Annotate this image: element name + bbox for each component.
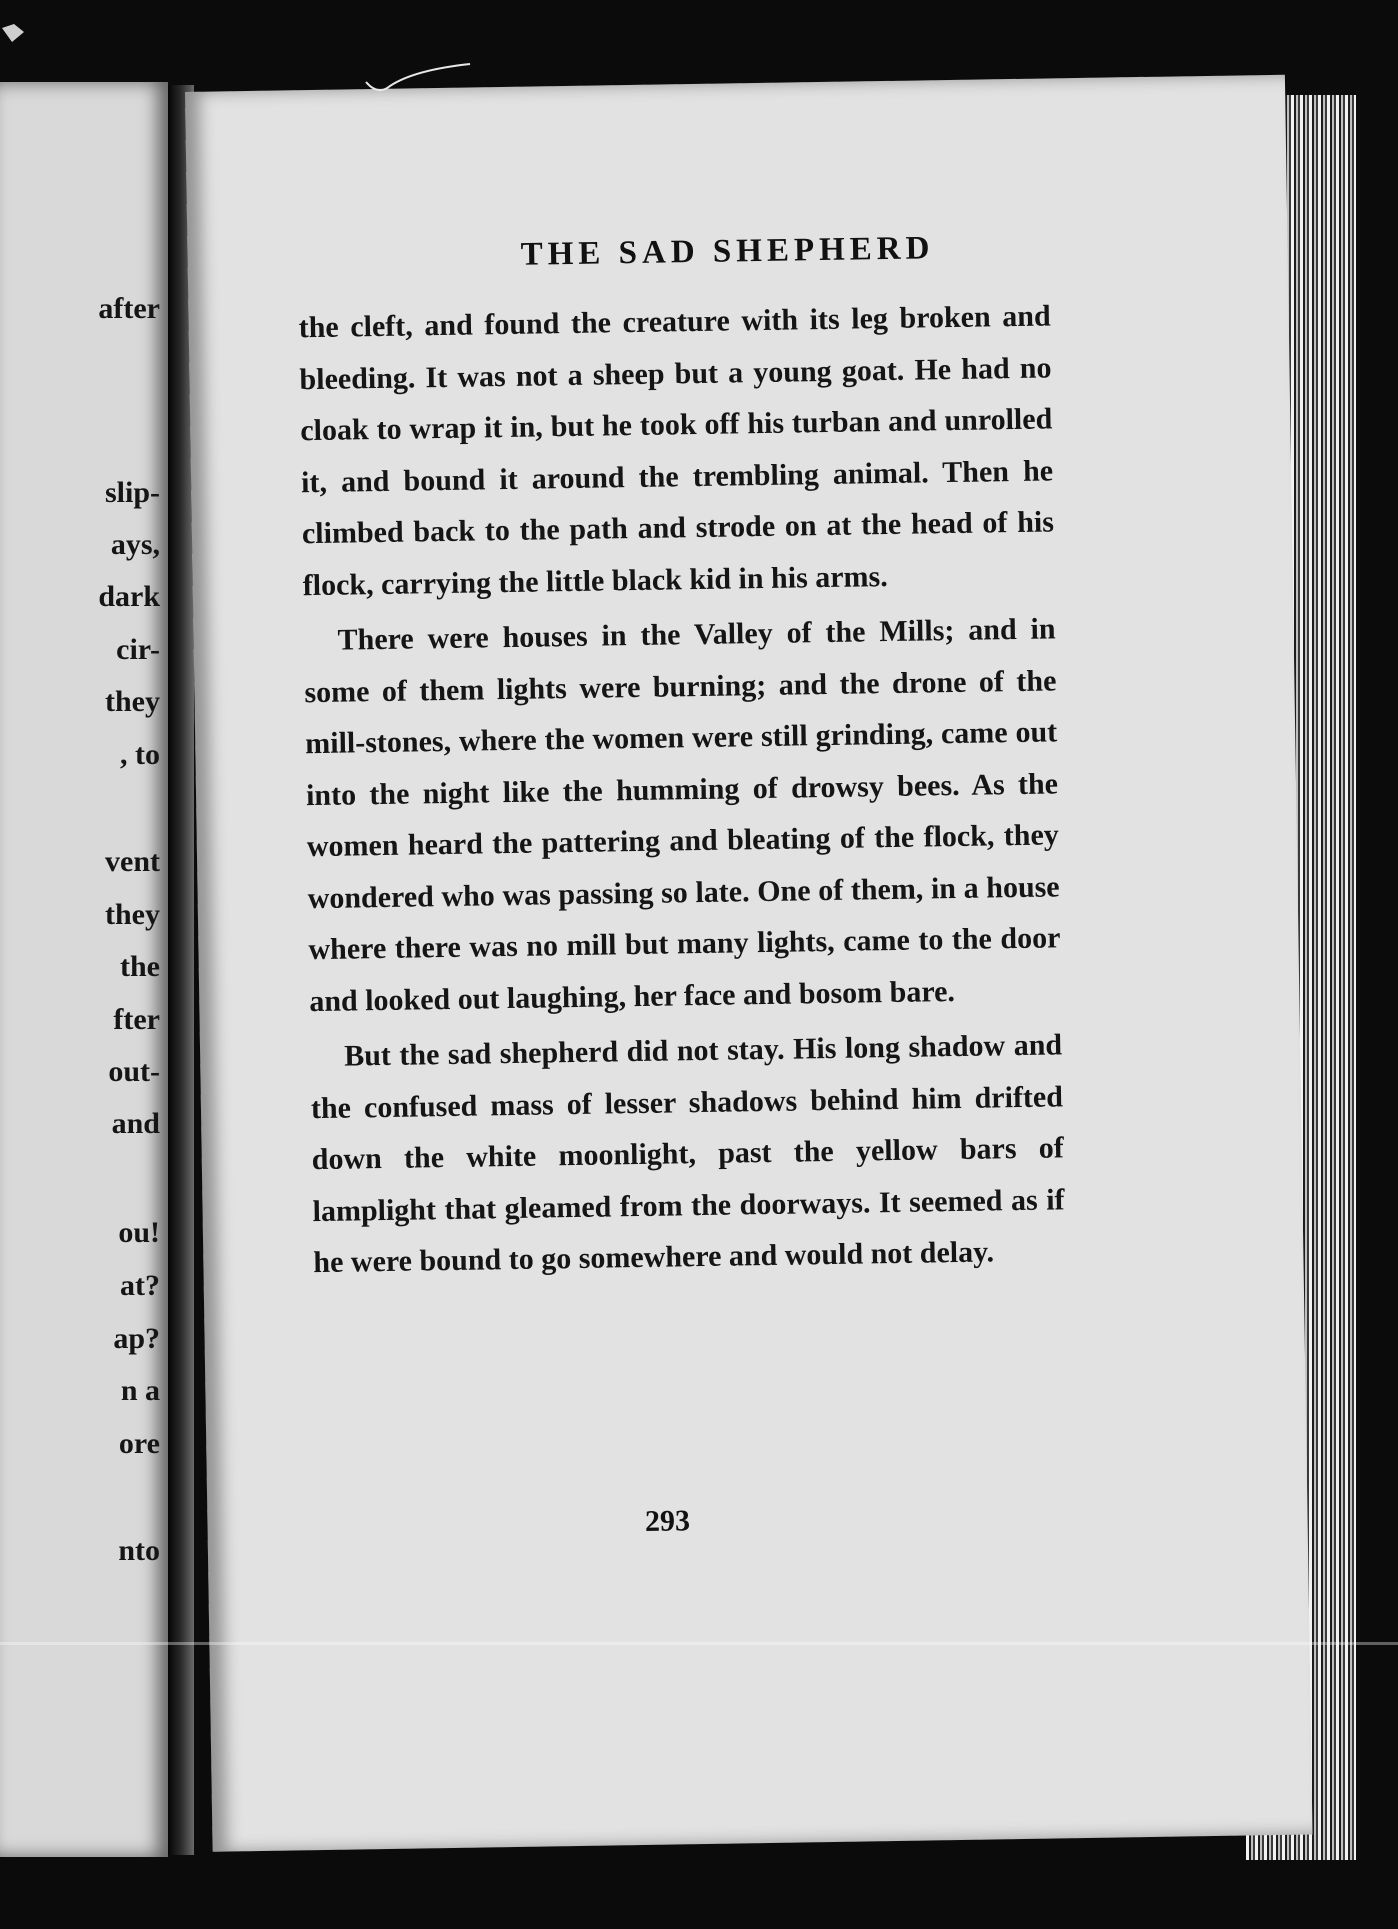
left-page-line: they: [105, 685, 160, 718]
left-page-line: dark: [98, 580, 160, 613]
body-text: [298, 290, 1065, 1288]
left-page-line: ays,: [110, 528, 160, 561]
left-page-line: out-: [108, 1055, 160, 1088]
left-page-line: and: [111, 1107, 160, 1140]
left-page-line: vent: [105, 845, 160, 878]
left-page-line: , to: [120, 738, 160, 771]
left-page-line: at?: [120, 1269, 160, 1302]
left-page-line: fter: [113, 1003, 160, 1036]
scan-artifact-mark: [0, 22, 26, 44]
left-page-line: n a: [120, 1374, 160, 1407]
left-page-line: nto: [118, 1534, 160, 1567]
running-head: THE SAD SHEPHERD: [520, 230, 935, 273]
paragraph: the cleft, and found the creature with its leg broken and bleeding. It was not a sheep but a young goat. He had no cloak to wrap it in, but he took off his turban and unrolled it, and bound it around the trembling animal. Then he climbed back to the path and strode on at the head of his flock, carrying the little black kid in his arms.: [298, 299, 1055, 602]
page-number: 293: [644, 1504, 691, 1538]
left-page-line: the: [120, 950, 160, 983]
left-page: [0, 82, 168, 1857]
right-page: [185, 75, 1313, 1852]
left-page-line: ore: [118, 1427, 160, 1460]
paper-curl-mark: [364, 56, 474, 96]
left-page-line: ou!: [118, 1216, 160, 1249]
left-page-line: they: [105, 898, 160, 931]
left-page-line: after: [98, 292, 160, 325]
scan-line-artifact: [0, 1642, 1398, 1645]
left-page-line: cir-: [116, 633, 160, 666]
left-page-line: slip-: [104, 476, 160, 509]
paragraph: But the sad shepherd did not stay. His long shadow and the confused mass of lesser shadows behind him drifted down the white moonlight, past the yellow bars of lamplight that gleamed from the doorways. It seemed as if he were bound to go somewhere and would not delay.: [310, 1028, 1065, 1280]
paragraph: There were houses in the Valley of the Mills; and in some of them lights were burning; and the drone of the mill-stones, where the women were still grinding, came out into the night like the humming of drowsy bees. As the women heard the pattering and bleating of the flock, they wondered who was passing so late. One of them, in a house where there was no mill but many lights, came to the door and looked out laughing, her face and bosom bare.: [304, 612, 1061, 1018]
left-page-line: ap?: [113, 1322, 160, 1355]
